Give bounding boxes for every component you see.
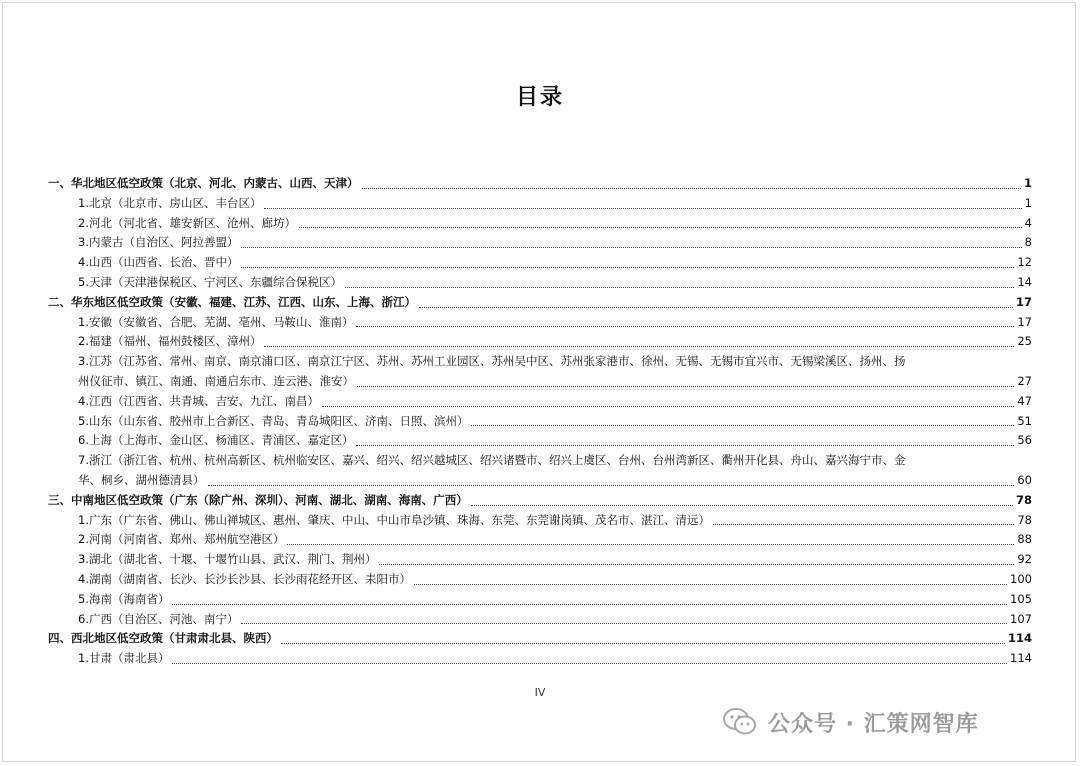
toc-page-number: 105 [1010,591,1032,606]
toc-page-number: 1 [1024,195,1032,210]
toc-page-number: 47 [1017,393,1032,408]
toc-entry-text: 5.海南（海南省） [78,591,170,606]
toc-leader-dots [264,346,1014,347]
toc-page-number: 17 [1017,314,1032,329]
toc-page-number: 107 [1010,611,1032,626]
toc-leader-dots [713,524,1014,525]
toc-leader-dots [419,307,1013,308]
toc-page-number: 25 [1017,334,1032,349]
toc-leader-dots [264,208,1021,209]
toc-page-number: 4 [1024,215,1032,230]
toc-page-number: 60 [1017,472,1032,487]
toc-leader-dots [172,604,1007,605]
toc-entry [48,590,1032,610]
toc-entry-text: 7.浙江（浙江省、杭州、杭州高新区、杭州临安区、嘉兴、绍兴、绍兴越城区、绍兴诸暨市、绍兴上虞区、台州、台州湾新区、衢州开化县、舟山、嘉兴海宁市、金 [78,453,906,468]
watermark-text: 公众号 · 汇策网智库 [768,711,979,737]
toc-entry [48,649,1032,669]
toc-leader-dots [471,505,1013,506]
toc-entry [48,550,1032,570]
toc-leader-dots [471,425,1014,426]
toc-leader-dots [281,643,1005,644]
toc-page-number: 14 [1017,274,1032,289]
toc-entry-text: 1.广东（广东省、佛山、佛山禅城区、惠州、肇庆、中山、中山市阜沙镇、珠海、东莞、东莞谢岗镇、茂名市、湛江、清远） [78,512,710,527]
toc-leader-dots [299,227,1022,228]
toc-page-number: 88 [1017,532,1032,547]
toc-leader-dots [241,267,1014,268]
toc-entry-text: 二、华东地区低空政策（安徽、福建、江苏、江西、山东、上海、浙江） [48,294,416,309]
toc-entry-text: 6.广西（自治区、河池、南宁） [78,611,239,626]
toc-page-number: 56 [1017,433,1032,448]
toc-entry-text: 3.内蒙古（自治区、阿拉善盟） [78,235,239,250]
toc-entry-text: 4.湖南（湖南省、长沙、长沙长沙县、长沙雨花经开区、耒阳市） [78,571,411,586]
toc-entry-text: 四、西北地区低空政策（甘肃肃北县、陕西） [48,631,278,646]
toc-entry-text: 1.北京（北京市、房山区、丰台区） [78,195,262,210]
toc-entry-text: 2.河南（河南省、郑州、郑州航空港区） [78,532,285,547]
toc-page-number: 78 [1017,512,1032,527]
toc-entry-text: 6.上海（上海市、金山区、杨浦区、青浦区、嘉定区） [78,433,354,448]
toc-leader-dots [172,663,1007,664]
toc-entry [48,214,1032,234]
toc-entry [48,352,1032,392]
toc-entry [48,313,1032,333]
toc-entry-text-continued: 华、桐乡、湖州德清县） [78,472,205,487]
page-number: IV [534,686,546,699]
toc-page-number: 114 [1010,651,1032,666]
toc-entry [48,530,1032,550]
toc-leader-dots [345,287,1014,288]
toc-entry-text: 5.山东（山东省、胶州市上合新区、青岛、青岛城阳区、济南、日照、滨州） [78,413,469,428]
toc-entry-text: 5.天津（天津港保税区、宁河区、东疆综合保税区） [78,274,342,289]
toc-page-number: 114 [1007,631,1032,646]
toc-entry [48,451,1032,491]
toc-leader-dots [414,584,1007,585]
toc-leader-dots [287,544,1014,545]
toc-entry-text: 2.河北（河北省、雄安新区、沧州、廊坊） [78,215,296,230]
toc-page-number: 27 [1017,373,1032,388]
toc-leader-dots [362,188,1021,189]
toc-entry-text: 一、华北地区低空政策（北京、河北、内蒙古、山西、天津） [48,176,359,190]
toc-page-number: 100 [1010,571,1032,586]
toc-leader-dots [208,485,1015,486]
toc-entry [48,511,1032,531]
toc-entry-text: 3.湖北（湖北省、十堰、十堰竹山县、武汉、荆门、荆州） [78,552,377,567]
toc-entry [48,194,1032,214]
toc-entry-text: 4.山西（山西省、长治、晋中） [78,255,239,270]
toc-section-entry [48,293,1032,313]
table-of-contents [48,174,1032,669]
toc-section-entry [48,629,1032,649]
wechat-icon [722,707,758,737]
toc-entry-text: 1.安徽（安徽省、合肥、芜湖、亳州、马鞍山、淮南） [78,314,354,329]
toc-page-number: 78 [1015,492,1032,507]
toc-entry-text: 3.江苏（江苏省、常州、南京、南京浦口区、南京江宁区、苏州、苏州工业园区、苏州吴中区、苏州张家港市、徐州、无锡、无锡市宜兴市、无锡梁溪区、扬州、扬 [78,354,906,369]
toc-page-number: 12 [1017,255,1032,270]
toc-entry-text: 三、中南地区低空政策（广东（除广州、深圳）、河南、湖北、湖南、海南、广西） [48,492,468,507]
watermark [722,702,979,742]
toc-entry [48,233,1032,253]
toc-page-number: 17 [1015,294,1032,309]
toc-entry [48,332,1032,352]
toc-entry [48,431,1032,451]
toc-page-number: 92 [1017,552,1032,567]
page-title: 目录 [515,85,564,110]
toc-section-entry [48,491,1032,511]
toc-leader-dots [357,386,1014,387]
toc-entry [48,570,1032,590]
toc-leader-dots [356,445,1014,446]
toc-entry-text: 1.甘肃（肃北县） [78,651,170,666]
toc-leader-dots [322,406,1014,407]
toc-entry [48,610,1032,630]
toc-entry [48,412,1032,432]
toc-leader-dots [356,326,1014,327]
toc-section-entry [48,174,1032,194]
toc-entry-text-continued: 州仪征市、镇江、南通、南通启东市、连云港、淮安） [78,373,354,388]
toc-entry [48,392,1032,412]
toc-leader-dots [241,247,1021,248]
toc-page-number: 1 [1023,176,1032,190]
toc-entry [48,253,1032,273]
toc-entry-text: 4.江西（江西省、共青城、吉安、九江、南昌） [78,393,319,408]
toc-page-number: 51 [1017,413,1032,428]
toc-leader-dots [379,564,1014,565]
toc-entry-text: 2.福建（福州、福州鼓楼区、漳州） [78,334,262,349]
toc-page-number: 8 [1024,235,1032,250]
toc-entry [48,273,1032,293]
toc-leader-dots [241,623,1007,624]
